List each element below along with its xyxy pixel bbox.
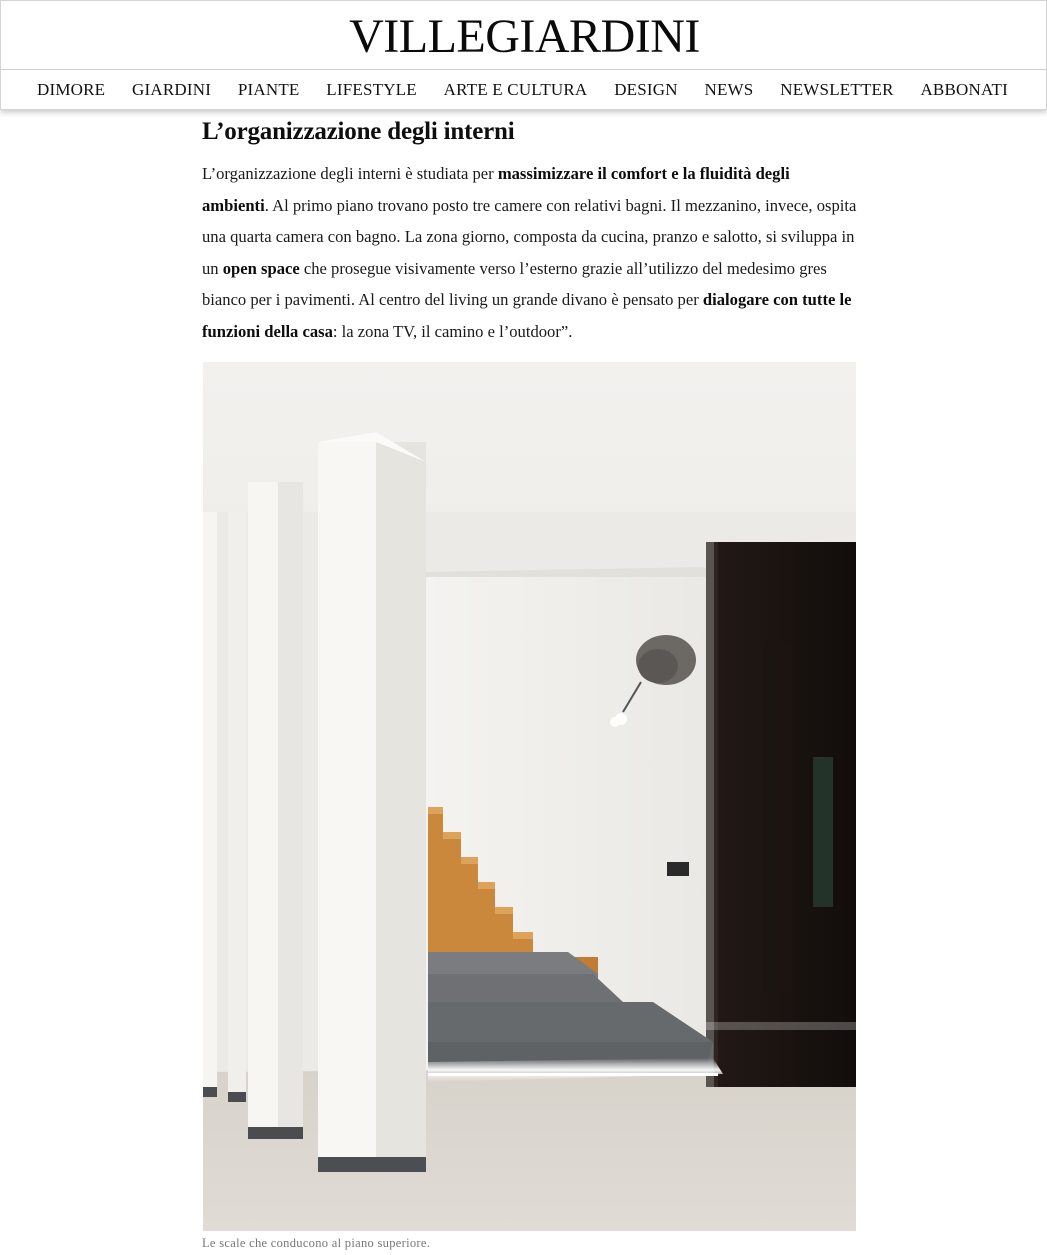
emphasis-text: open space — [222, 258, 300, 278]
image-caption: Le scale che conducono al piano superiore. — [202, 1236, 431, 1250]
nav-link-giardini[interactable]: GIARDINI — [132, 80, 212, 99]
nav-link-news[interactable]: NEWS — [704, 80, 754, 99]
body-text: L’organizzazione degli interni è studiata per — [202, 164, 498, 183]
nav-link-dimore[interactable]: DIMORE — [37, 80, 106, 99]
site-header — [0, 0, 1047, 110]
emphasis-text: massimizzare il comfort e la fluidità degli ambienti — [202, 164, 790, 215]
body-text: . Al primo piano trovano posto tre camere con relativi bagni. Il mezzanino, invece, ospita una quarta camera con bagno. La zona giorno, composta da cucina, pranzo e salotto, si sviluppa in un — [202, 195, 857, 278]
article-paragraph — [202, 158, 858, 347]
article — [202, 116, 857, 347]
nav-link-abbonati[interactable]: ABBONATI — [920, 80, 1008, 99]
nav-link-piante[interactable]: PIANTE — [237, 80, 300, 99]
main-navigation — [31, 71, 1014, 109]
site-logo[interactable]: VILLEGIARDINI — [349, 10, 700, 63]
nav-link-lifestyle[interactable]: LIFESTYLE — [326, 80, 417, 99]
body-text: : la zona TV, il camino e l’outdoor”. — [332, 321, 573, 341]
section-heading: L’organizzazione degli interni — [202, 118, 515, 145]
nav-link-newsletter[interactable]: NEWSLETTER — [780, 80, 894, 99]
nav-link-design[interactable]: DESIGN — [614, 80, 678, 99]
staircase-photo[interactable] — [203, 362, 856, 1231]
header-divider — [1, 69, 1047, 70]
nav-link-arte-e-cultura[interactable]: ARTE E CULTURA — [443, 80, 588, 99]
body-text: che prosegue visivamente verso l’esterno grazie all’utilizzo del medesimo gres bianco per i pavimenti. Al centro del living un grande divano è pensato per — [202, 258, 827, 309]
emphasis-text: dialogare con tutte le funzioni della casa — [202, 290, 852, 341]
